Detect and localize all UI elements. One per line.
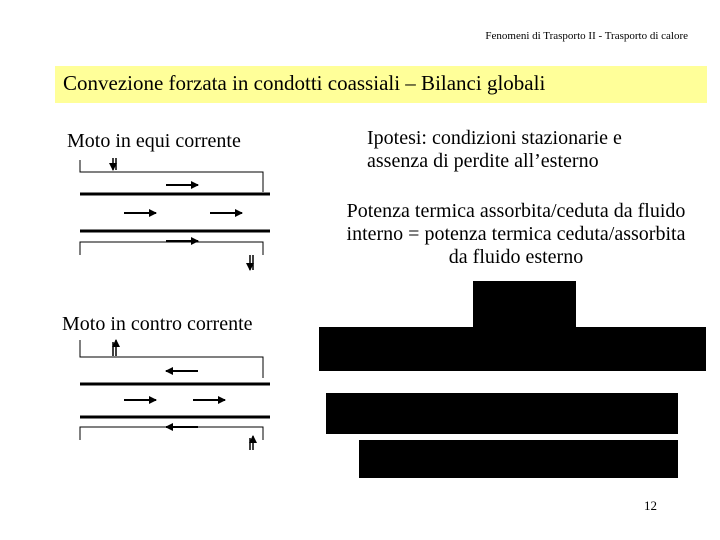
hypotheses-text: Ipotesi: condizioni stazionarie e assenza di perdite all’esterno bbox=[367, 127, 622, 172]
counter-current-inlet-arrow bbox=[250, 436, 253, 450]
co-current-diagram bbox=[80, 158, 270, 270]
counter-current-outlet-arrow bbox=[113, 340, 116, 356]
counter-current-diagram bbox=[80, 340, 270, 450]
slide-title: Convezione forzata in condotti coassiali – Bilanci globali bbox=[63, 71, 546, 95]
inner-tube-walls bbox=[80, 384, 270, 417]
counter-current-flow-arrows bbox=[124, 371, 225, 427]
redaction-block bbox=[359, 440, 678, 478]
header-course-title: Fenomeni di Trasporto II - Trasporto di calore bbox=[485, 30, 688, 42]
co-current-label: Moto in equi corrente bbox=[67, 130, 241, 152]
co-current-inlet-arrow bbox=[113, 158, 116, 170]
redaction-block bbox=[326, 393, 678, 434]
redaction-block bbox=[473, 281, 576, 329]
redaction-block bbox=[319, 327, 706, 371]
outer-annulus-outline bbox=[80, 340, 263, 440]
counter-current-label: Moto in contro corrente bbox=[62, 313, 253, 335]
page-number: 12 bbox=[644, 498, 657, 513]
energy-balance-text: Potenza termica assorbita/ceduta da fluido interno = potenza termica ceduta/assorbita da fluido esterno bbox=[346, 200, 686, 268]
co-current-outlet-arrow bbox=[250, 255, 253, 270]
